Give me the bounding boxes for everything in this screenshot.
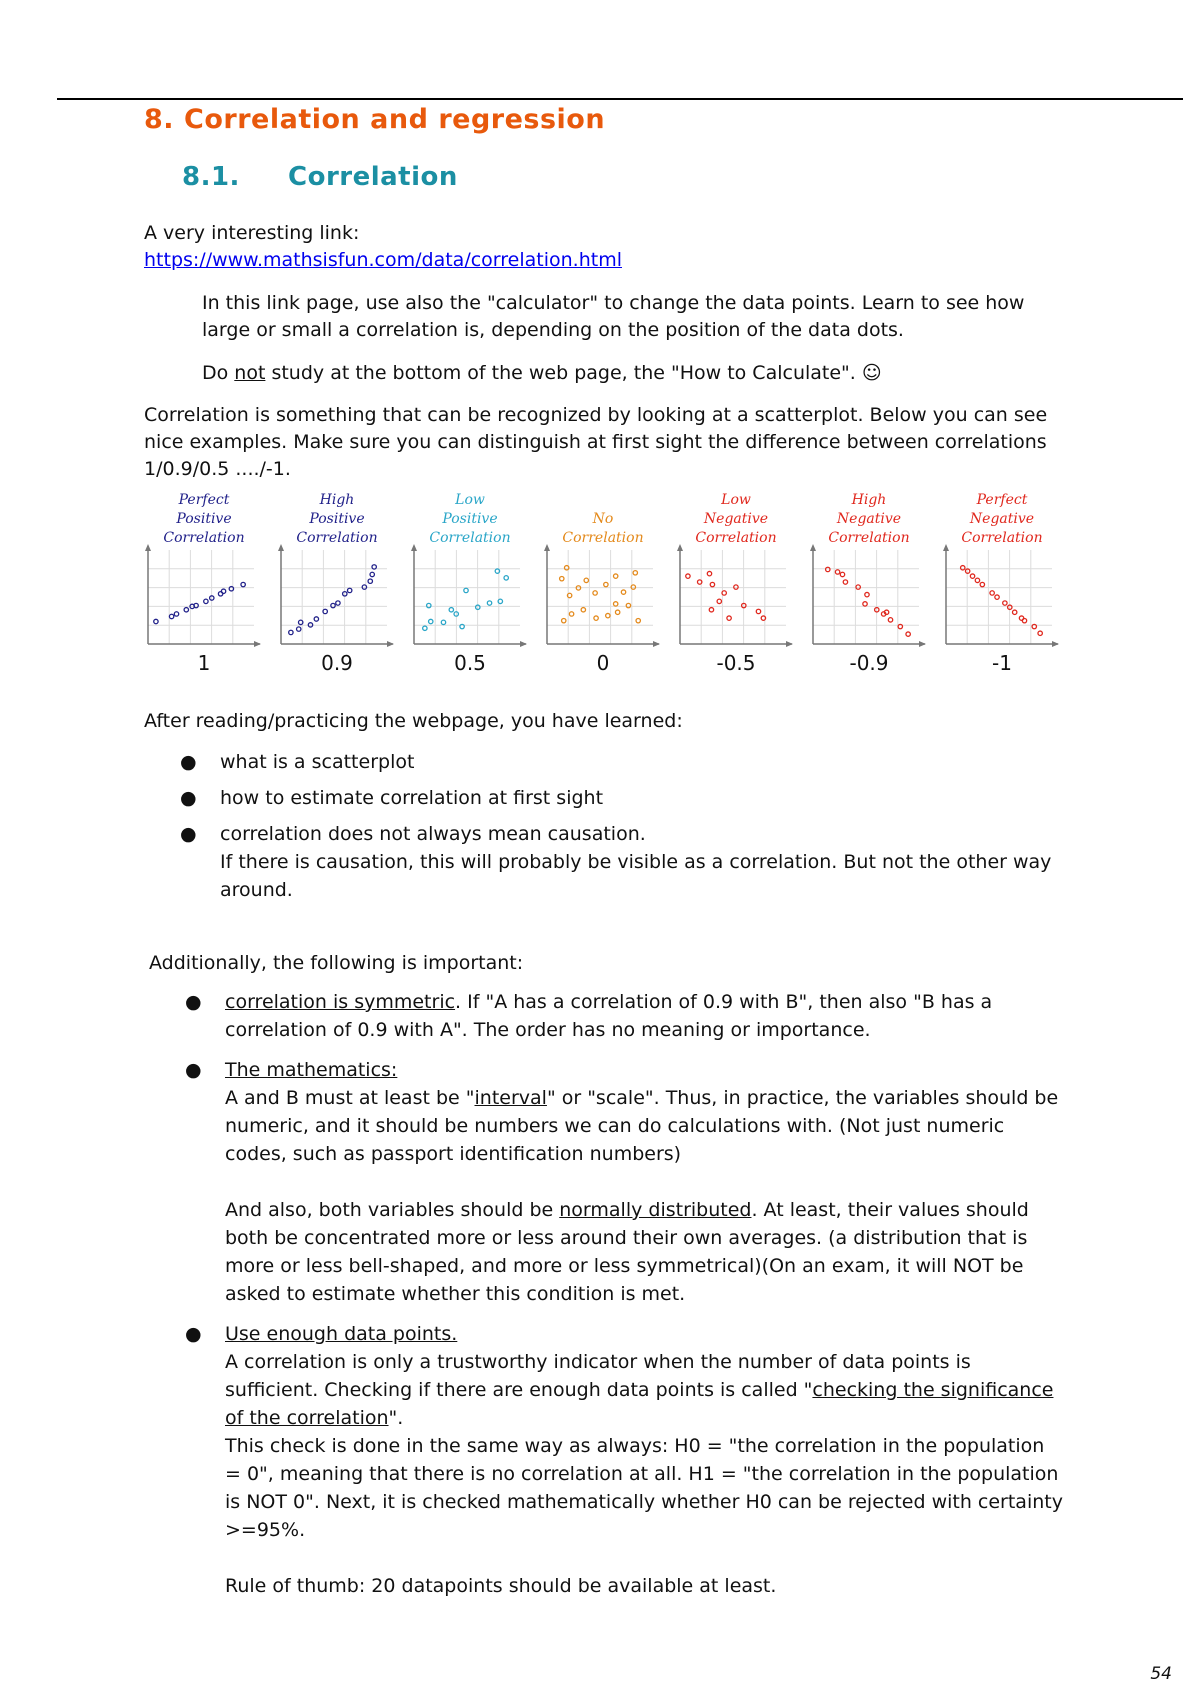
list-item-symmetric (185, 988, 1065, 1044)
data-point (856, 585, 860, 589)
data-point (633, 571, 637, 575)
data-point (336, 601, 340, 605)
correlation-link[interactable]: https://www.mathsisfun.com/data/correlation.html (144, 249, 622, 271)
list-item (180, 748, 1060, 776)
correlation-value-label: -0.9 (849, 651, 889, 675)
symmetric-heading: correlation is symmetric (225, 991, 456, 1013)
scatterplot-paragraph: Correlation is something that can be recognized by looking at a scatterplot. Below you can see nice examples. Make sure you can distinguish at first sight the difference between correlations 1/0.9/0.5 ..../-1. (144, 404, 1048, 480)
data-point (865, 592, 869, 596)
data-point (487, 601, 491, 605)
data-point (154, 619, 158, 623)
data-point (843, 580, 847, 584)
mathematics-p1-post: " or "scale". Thus, in practice, the variables should be numeric, and it should be numbers we can do calculations with. (Not just numeric codes, such as passport identification numbers) (225, 1087, 1059, 1165)
data-point (621, 590, 625, 594)
top-rule (57, 98, 1183, 100)
page-number: 54 (1150, 1664, 1172, 1684)
do-not-note-underlined: not (234, 362, 266, 384)
mathematics-p2-underlined: normally distributed (559, 1199, 752, 1221)
data-point (888, 618, 892, 622)
x-axis-arrow (919, 641, 926, 647)
mathematics-p2-pre: And also, both variables should be (225, 1199, 560, 1221)
mathematics-heading: The mathematics: (225, 1059, 398, 1081)
bullet-icon: ● (185, 991, 202, 1013)
panel-title-line: Correlation (961, 530, 1043, 546)
data-point (863, 602, 867, 606)
scatter-panel (411, 492, 527, 675)
do-not-note-pre: Do (202, 362, 235, 384)
panel-title-line: Perfect (976, 492, 1028, 508)
data-point (221, 589, 225, 593)
correlation-value-label: 0.5 (454, 651, 486, 675)
data-point (449, 608, 453, 612)
y-axis-arrow (278, 544, 284, 551)
link-intro (144, 220, 1094, 274)
correlation-value-label: 0 (596, 651, 610, 675)
symmetric-text: . If "A has a correlation of 0.9 with B", then also "B has a correlation of 0.9 with A". The order has no meaning or importance. (225, 991, 993, 1041)
data-point (368, 579, 372, 583)
panel-title-line: Low (721, 492, 751, 508)
data-point (990, 591, 994, 595)
data-point (756, 609, 760, 613)
correlation-value-label: 1 (197, 651, 211, 675)
link-label: A very interesting link: (144, 222, 360, 244)
panel-title-line: No (592, 511, 614, 527)
list-item (180, 820, 1060, 904)
data-point (636, 618, 640, 622)
do-not-note-post: study at the bottom of the web page, the "How to Calculate". ☺ (265, 362, 882, 384)
data-point (314, 617, 318, 621)
data-point (169, 614, 173, 618)
panel-title-line: Correlation (429, 530, 511, 546)
panel-title-line: Negative (969, 511, 1035, 527)
bullet-icon: ● (185, 1059, 202, 1081)
learned-list (180, 748, 1060, 904)
panel-title-line: Positive (309, 511, 365, 527)
learned-intro: After reading/practicing the webpage, you have learned: (144, 710, 683, 732)
data-point (429, 619, 433, 623)
data-point (289, 630, 293, 634)
enough-data-p3: Rule of thumb: 20 datapoints should be available at least. (225, 1575, 777, 1597)
data-point (686, 574, 690, 578)
data-point (423, 626, 427, 630)
panel-title-line: High (851, 492, 887, 508)
data-point (1012, 610, 1016, 614)
x-axis-arrow (520, 641, 527, 647)
x-axis-arrow (1052, 641, 1059, 647)
data-point (370, 572, 374, 576)
enough-data-p1-post: ". (388, 1407, 404, 1429)
data-point (613, 574, 617, 578)
panel-title-line: Correlation (562, 530, 644, 546)
correlation-examples-figure (148, 494, 1068, 684)
data-point (840, 572, 844, 576)
data-point (1022, 618, 1026, 622)
list-item-continuation: If there is causation, this will probably be visible as a correlation. But not the other way around. (220, 851, 1052, 901)
data-point (717, 599, 721, 603)
bullet-icon: ● (180, 823, 197, 845)
data-point (594, 616, 598, 620)
data-point (593, 591, 597, 595)
panel-title-line: Negative (836, 511, 902, 527)
data-point (615, 610, 619, 614)
panel-title-line: Positive (442, 511, 498, 527)
data-point (1003, 601, 1007, 605)
data-point (427, 603, 431, 607)
data-point (709, 608, 713, 612)
data-point (504, 576, 508, 580)
data-point (204, 599, 208, 603)
section-title: Correlation and regression (184, 104, 606, 135)
panel-title-line: Correlation (296, 530, 378, 546)
data-point (710, 582, 714, 586)
data-point (906, 632, 910, 636)
panel-title-line: High (319, 492, 355, 508)
data-point (331, 603, 335, 607)
data-point (626, 603, 630, 607)
x-axis-arrow (387, 641, 394, 647)
data-point (980, 582, 984, 586)
scatter-panel (943, 492, 1059, 675)
enough-data-p1-underlined: checking the significance of the correlation (225, 1379, 1054, 1429)
do-not-note (202, 360, 1062, 387)
data-point (970, 574, 974, 578)
data-point (174, 612, 178, 616)
y-axis-arrow (145, 544, 151, 551)
data-point (835, 570, 839, 574)
panel-title-line: Correlation (695, 530, 777, 546)
y-axis-arrow (810, 544, 816, 551)
data-point (613, 602, 617, 606)
data-point (560, 576, 564, 580)
data-point (562, 618, 566, 622)
data-point (441, 620, 445, 624)
data-point (961, 566, 965, 570)
list-item-text: how to estimate correlation at first sight (220, 787, 604, 809)
panel-title-line: Correlation (828, 530, 910, 546)
list-item-text: correlation does not always mean causation. (220, 823, 646, 845)
data-point (995, 595, 999, 599)
x-axis-arrow (653, 641, 660, 647)
data-point (604, 582, 608, 586)
enough-data-heading: Use enough data points. (225, 1323, 458, 1345)
data-point (347, 588, 351, 592)
important-intro: Additionally, the following is important: (149, 952, 524, 974)
y-axis-arrow (943, 544, 949, 551)
data-point (464, 588, 468, 592)
x-axis-arrow (786, 641, 793, 647)
bullet-icon: ● (180, 787, 197, 809)
subsection-number: 8.1. (182, 162, 240, 192)
correlation-value-label: -0.5 (716, 651, 756, 675)
subsection-title-text: Correlation (288, 162, 458, 192)
panel-title-line: Negative (703, 511, 769, 527)
data-point (975, 578, 979, 582)
panel-title-line: Positive (176, 511, 232, 527)
data-point (184, 608, 188, 612)
data-point (241, 582, 245, 586)
subsection-title (182, 162, 458, 192)
enough-data-p2: This check is done in the same way as always: H0 = "the correlation in the population = 0", meaning that there is no correlation at all. H1 = "the correlation in the population is NOT 0". Next, it is checked mathematically whether H0 can be rejected with certainty >=95%. (225, 1435, 1063, 1541)
y-axis-arrow (411, 544, 417, 551)
x-axis-arrow (254, 641, 261, 647)
data-point (826, 567, 830, 571)
mathematics-p1-pre: A and B must at least be " (225, 1087, 475, 1109)
panel-title-line: Low (455, 492, 485, 508)
data-point (581, 608, 585, 612)
data-point (1038, 631, 1042, 635)
scatter-panel (544, 511, 660, 675)
data-point (584, 578, 588, 582)
data-point (707, 571, 711, 575)
mathematics-p2-post: . At least, their values should both be concentrated more or less around their own averages. (a distribution that is more or less bell-shaped, and more or less symmetrical)(On an exam, it will NOT be asked to estimate whether this condition is met. (225, 1199, 1029, 1305)
bullet-icon: ● (185, 1323, 202, 1345)
data-point (734, 585, 738, 589)
section-number: 8. (144, 104, 175, 135)
list-item-mathematics (185, 1056, 1065, 1308)
correlation-value-label: 0.9 (321, 651, 353, 675)
data-point (569, 612, 573, 616)
enough-data-p1-pre: A correlation is only a trustworthy indicator when the number of data points is sufficient. Checking if there are enough data points is called " (225, 1351, 971, 1401)
panel-title-line: Correlation (163, 530, 245, 546)
scatter-panel (810, 492, 926, 675)
mathematics-p1-underlined: interval (474, 1087, 547, 1109)
list-item (180, 784, 1060, 812)
data-point (727, 616, 731, 620)
scatter-panel (278, 492, 394, 675)
scatter-panel (145, 492, 261, 675)
scatter-panel (677, 492, 793, 675)
list-item-enough-data (185, 1320, 1065, 1600)
important-list (185, 988, 1065, 1600)
page-title (144, 104, 605, 135)
correlation-value-label: -1 (992, 651, 1012, 675)
panel-title-line: Perfect (178, 492, 230, 508)
calculator-note: In this link page, use also the "calculator" to change the data points. Learn to see how large or small a correlation is, depending on the position of the data dots. (202, 292, 1025, 341)
data-point (606, 613, 610, 617)
y-axis-arrow (544, 544, 550, 551)
bullet-icon: ● (180, 751, 197, 773)
list-item-text: what is a scatterplot (220, 751, 415, 773)
y-axis-arrow (677, 544, 683, 551)
data-point (297, 627, 301, 631)
